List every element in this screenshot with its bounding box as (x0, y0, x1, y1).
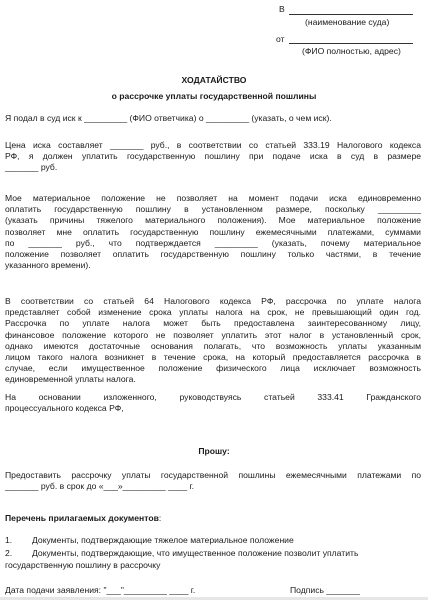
paragraph-line: Мое материальное положение не позволяет на момент подачи иска единовременно (5, 193, 421, 203)
paragraph-line: оплатить государственную пошлину в установленном размере, поскольку _________ (5, 204, 421, 215)
paragraph-line: положение позволяет оплатить государственную пошлину только частями, в течение (5, 249, 421, 260)
submission-date: Дата подачи заявления: "___"_________ ____ г. (5, 585, 196, 595)
attachments-heading (5, 513, 161, 524)
paragraph-line: В соответствии со статьей 64 Налогового кодекса РФ, рассрочка по уплате налога (5, 296, 421, 306)
document-title: ХОДАТАЙСТВО (181, 75, 247, 85)
paragraph-line: единовременной уплаты налога. (5, 374, 136, 385)
plaintiff-name-line (289, 43, 413, 44)
paragraph-line: указанного времени). (5, 260, 91, 271)
paragraph-line: Цена иска составляет _______ руб., в соответствии со статьей 333.19 Налогового кодекса (5, 140, 421, 150)
from-label: от (276, 34, 285, 44)
attachments-heading-text: Перечень прилагаемых документов (5, 513, 159, 523)
paragraph-line: РФ, я должен уплатить государственную пошлину при подаче иска в суд в размере (5, 151, 421, 162)
attachment-item-2-text: Документы, подтверждающие, что имущественное положение позволит уплатить (32, 548, 359, 558)
paragraph-line: однако имеются достаточные основания полагать, что возможность уплаты указанным (5, 340, 421, 351)
paragraph-tax-code-article (5, 296, 421, 386)
paragraph-financial-situation (5, 193, 421, 271)
attachment-item-1-text: Документы, подтверждающие тяжелое материальное положение (32, 535, 294, 545)
paragraph-line: случае, если имущественное положение физического лица исключает возможность (5, 363, 421, 374)
court-name-line (289, 14, 413, 15)
attachment-item-2-number: 2. (5, 548, 13, 558)
attachment-item-2-continuation: государственную пошлину в рассрочку (5, 560, 161, 570)
request-text (5, 470, 421, 492)
paragraph-line: лицом такого налога возникнет в течение срока, на который предоставляется рассрочка в (5, 352, 421, 363)
court-caption: (наименование суда) (305, 17, 390, 27)
paragraph-line: представляет собой изменение срока уплаты налога на срок, не превышающий один год. (5, 307, 421, 318)
paragraph-line: (указать причины тяжелого материального положения). Мое материальное положение (5, 215, 421, 226)
paragraph-claim (5, 113, 421, 124)
paragraph-line: финансовое положение которого не позволяет уплатить этот налог в установленный срок, (5, 329, 421, 340)
attachment-item-1-number: 1. (5, 535, 13, 545)
paragraph-basis (5, 392, 421, 414)
paragraph-line: Предоставить рассрочку уплаты государственной пошлины ежемесячными платежами по (5, 470, 421, 480)
paragraph-line: _______ руб. (5, 162, 58, 173)
to-label: В (279, 4, 285, 14)
plaintiff-caption: (ФИО полностью, адрес) (302, 46, 401, 56)
document-subtitle: о рассрочке уплаты государственной пошлины (111, 91, 317, 101)
paragraph-line: Рассрочка по уплате налога может быть предоставлена заинтересованному лицу, (5, 318, 421, 329)
paragraph-claim-price (5, 140, 421, 174)
attachments-heading-colon: : (158, 513, 162, 523)
paragraph-line: процессуального кодекса РФ, (5, 403, 124, 414)
paragraph-line: На основании изложенного, руководствуясь статьей 333.41 Гражданского (5, 392, 421, 402)
paragraph-line: по _______ руб., что подтверждается _________ (указать, почему материальное (5, 237, 421, 248)
paragraph-line: _______ руб. в срок до «___»_________ ____ г. (5, 481, 195, 492)
request-heading: Прошу: (198, 446, 230, 456)
paragraph-line: позволяет мне оплатить государственную пошлину ежемесячными платежами, суммами (5, 226, 421, 237)
signature: Подпись _______ (290, 585, 360, 595)
paragraph-line: Я подал в суд иск к _________ (ФИО ответчика) о _________ (указать, о чем иск). (5, 113, 332, 123)
